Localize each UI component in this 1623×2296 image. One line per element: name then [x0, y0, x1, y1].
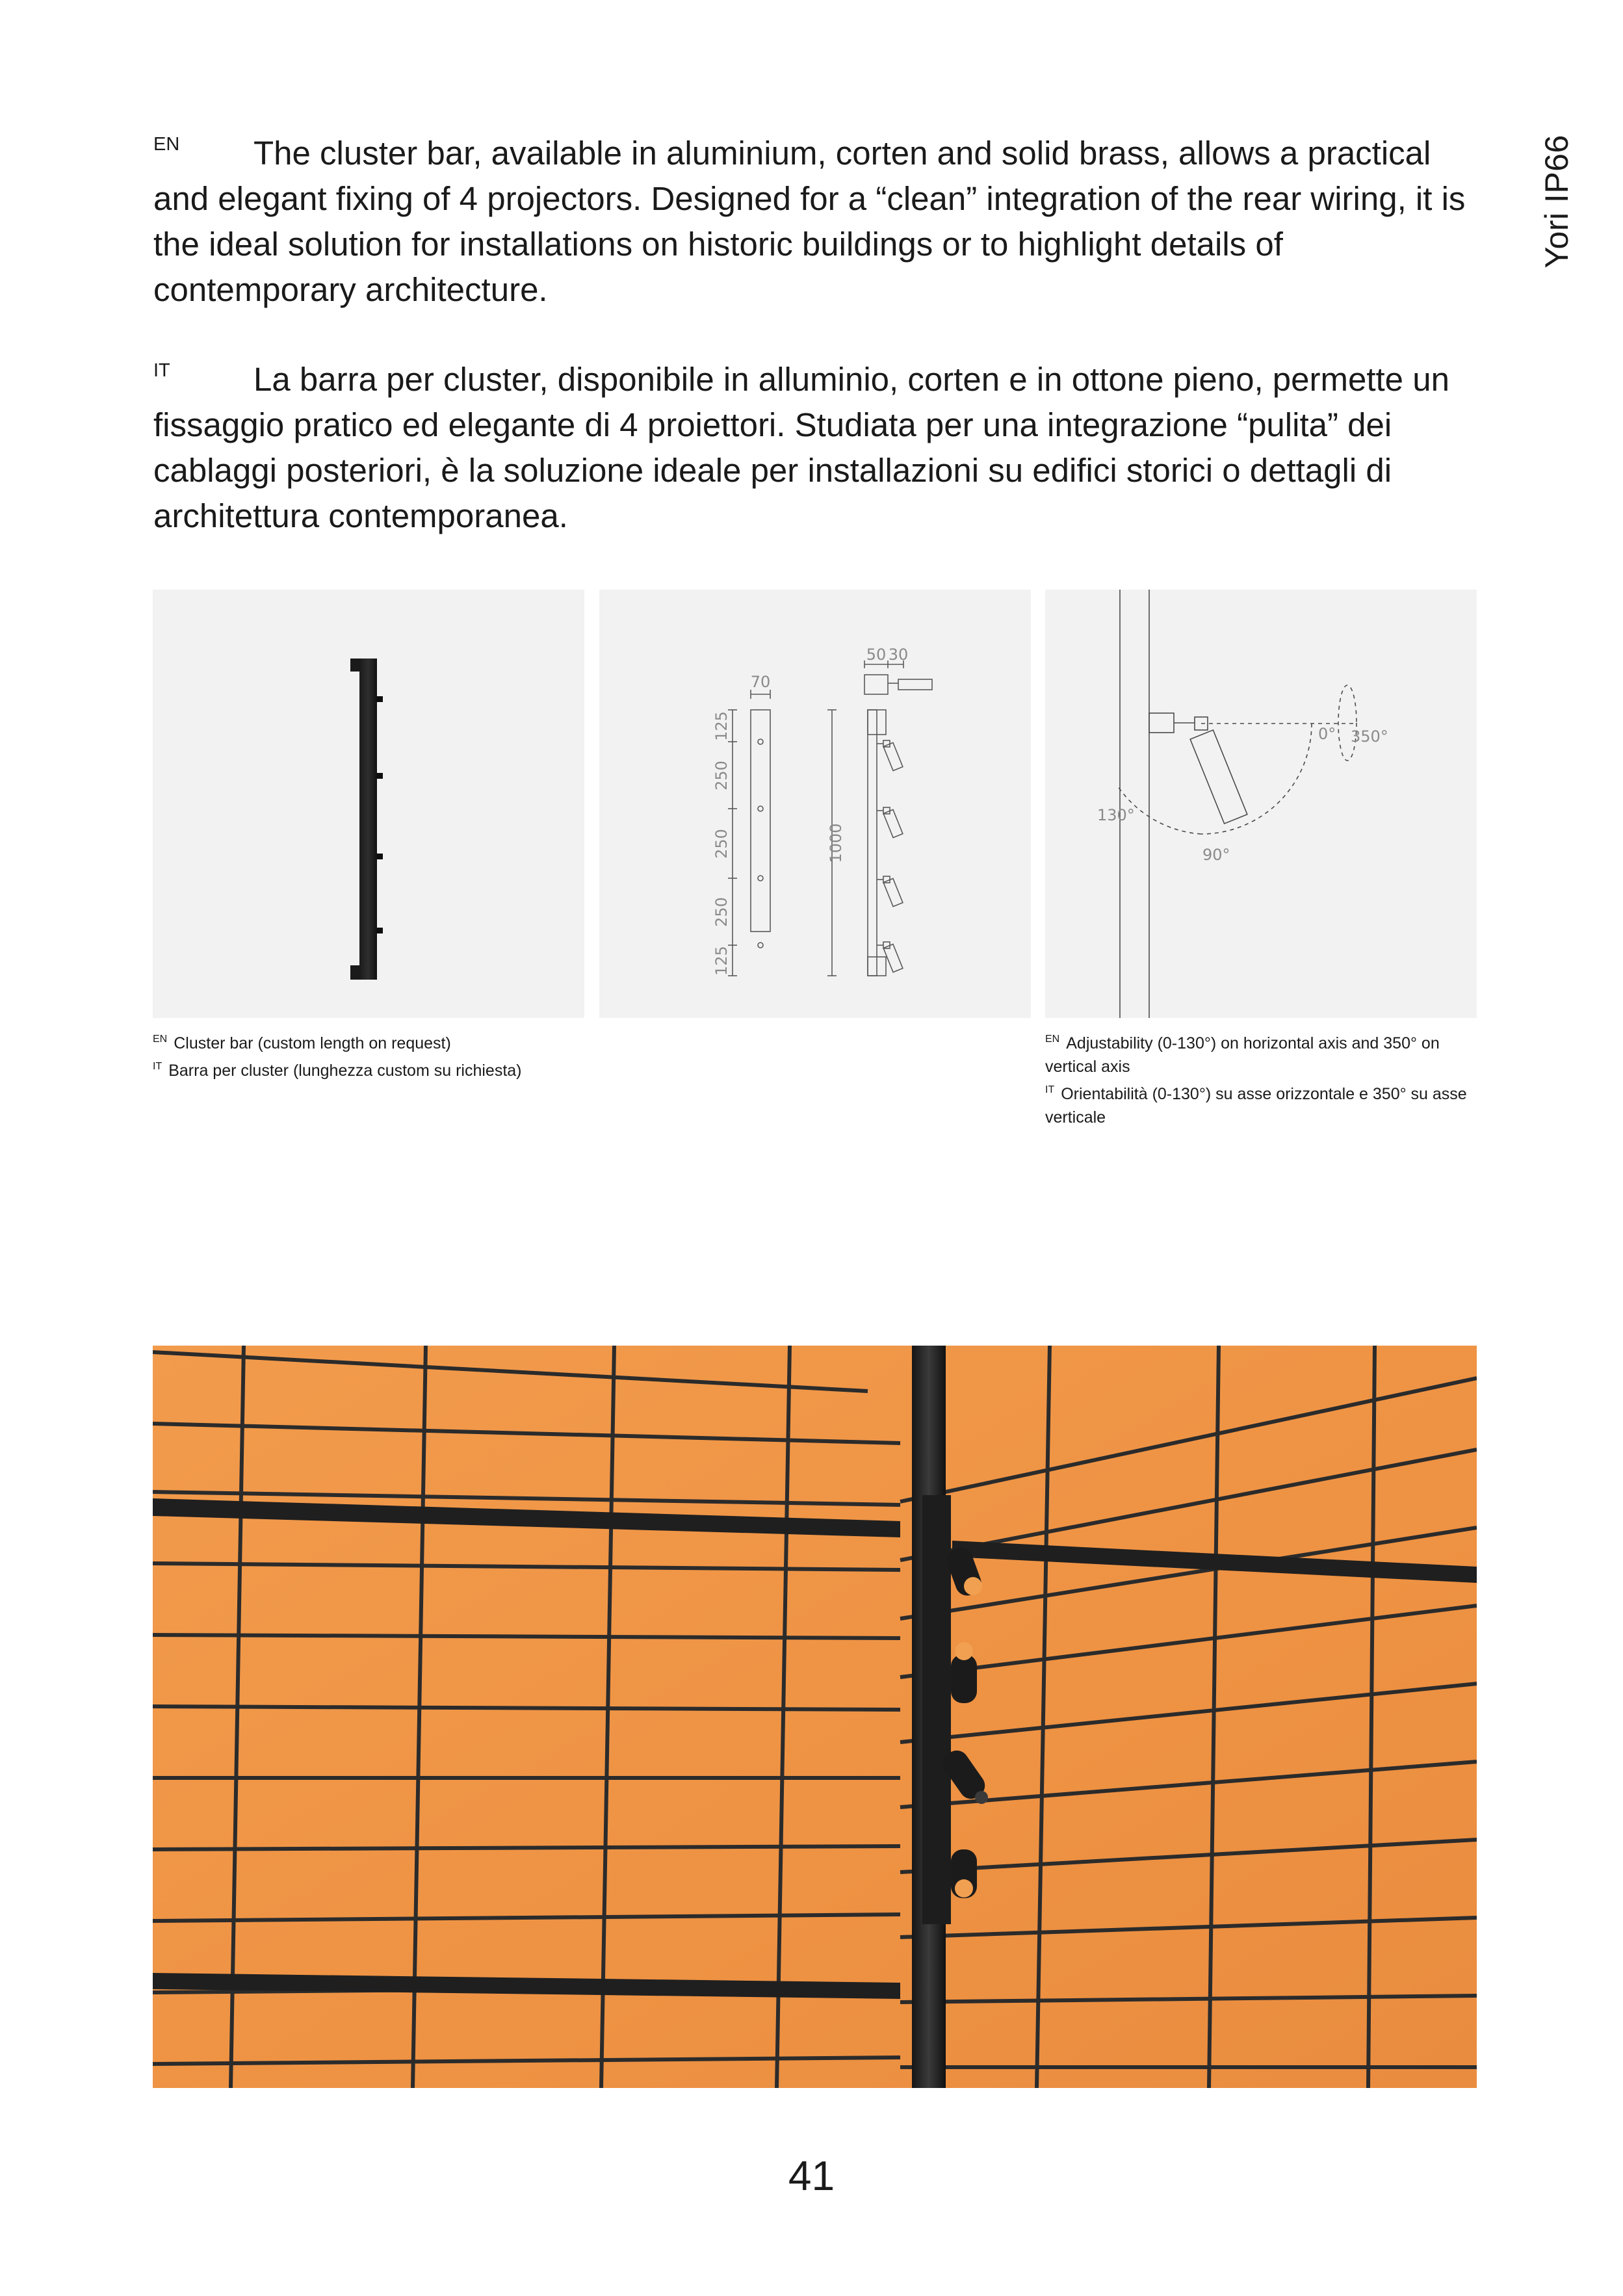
caption-adjustability-it: Orientabilità (0-130°) su asse orizzontale e 350° su asse verticale	[1045, 1085, 1467, 1127]
caption-lang-it: IT	[153, 1061, 162, 1072]
bar-top-bracket	[350, 659, 361, 672]
top-view-head	[864, 675, 888, 694]
dim-125-bottom: 125	[712, 946, 731, 976]
front-view-hole	[758, 806, 763, 811]
paragraph-it	[153, 348, 1476, 539]
angle-0: 0°	[1318, 725, 1336, 743]
front-view-hole	[758, 876, 763, 881]
dim-50: 50	[866, 646, 887, 664]
projector-side	[877, 740, 903, 771]
paragraph-en-text: The cluster bar, available in aluminium, corten and solid brass, allows a practical and elegant fixing of 4 projectors. Designed for a “clean” integration of the rear wiring, it is the ideal solution for installations on historic buildings or to highlight details of contemporary architecture.	[153, 135, 1466, 308]
cluster-bar-render	[153, 590, 584, 1018]
paragraph-en	[153, 122, 1476, 313]
projector-side	[877, 807, 903, 838]
side-view-bar	[868, 710, 877, 976]
projector-head	[1149, 713, 1174, 733]
caption-adjustability	[1045, 1028, 1477, 1129]
caption-cluster-en: Cluster bar (custom length on request)	[174, 1034, 451, 1052]
dim-250-b: 250	[712, 829, 731, 859]
dim-250-a: 250	[712, 761, 731, 790]
front-view-hole	[758, 739, 763, 744]
cluster-bar-render-panel	[153, 590, 584, 1018]
angle-90: 90°	[1202, 846, 1230, 864]
caption-adjustability-en: Adjustability (0-130°) on horizontal axis and 350° on vertical axis	[1045, 1034, 1440, 1076]
caption-cluster-bar	[153, 1028, 608, 1082]
facade-photo	[153, 1346, 1477, 2088]
dim-70: 70	[750, 673, 771, 691]
side-title	[1537, 130, 1576, 273]
projector-side	[877, 876, 903, 907]
bar-body	[359, 659, 377, 980]
language-tag-en: EN	[153, 134, 180, 155]
dim-125-top: 125	[712, 711, 731, 741]
cluster-bar	[922, 1495, 951, 1924]
bar-bottom-bracket	[350, 965, 361, 980]
angle-350: 350°	[1351, 727, 1388, 746]
product-name: Yori IP66	[1539, 135, 1575, 268]
caption-cluster-it: Barra per cluster (lunghezza custom su richiesta)	[168, 1062, 522, 1080]
caption-lang-en: EN	[153, 1034, 168, 1045]
paragraph-it-text: La barra per cluster, disponibile in alluminio, corten e in ottone pieno, permette un fissaggio pratico ed elegante di 4 proiettori. Studiata per una integrazione “pulita” dei cablaggi posteriori, è la soluzione ideale per installazioni su edifici storici o dettagli di architettura contemporanea.	[153, 361, 1449, 534]
adjustability-diagram	[1045, 590, 1477, 1018]
dim-1000: 1000	[827, 823, 845, 863]
angle-130: 130°	[1097, 806, 1135, 824]
front-view-hole	[758, 943, 763, 948]
facade-illustration	[153, 1346, 1477, 2088]
technical-drawing-panel	[599, 590, 1031, 1018]
spotlight	[951, 1849, 977, 1898]
caption-lang-en: EN	[1045, 1034, 1060, 1045]
caption-lang-it: IT	[1045, 1084, 1055, 1095]
page-number: 41	[788, 2152, 835, 2199]
mount-point	[377, 928, 383, 933]
language-tag-it: IT	[153, 360, 170, 381]
dim-250-c: 250	[712, 897, 731, 927]
technical-drawing	[599, 590, 1031, 1018]
angle-guides	[1117, 685, 1357, 834]
dim-30: 30	[888, 646, 909, 664]
mount-point	[377, 773, 383, 779]
front-view-bar	[751, 710, 770, 932]
projector-body	[1190, 730, 1247, 824]
adjustability-diagram-panel	[1045, 590, 1477, 1018]
mount-point	[377, 696, 383, 702]
mount-point	[377, 854, 383, 859]
